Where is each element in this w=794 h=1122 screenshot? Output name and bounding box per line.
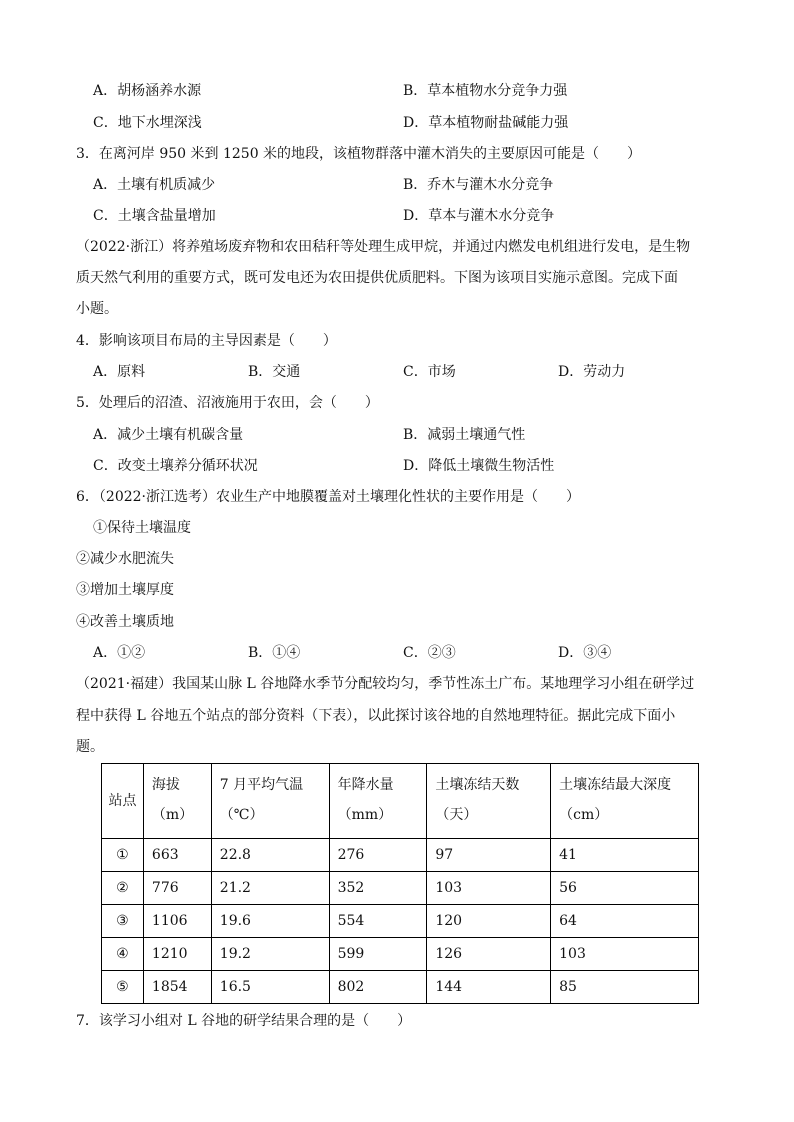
- table-cell-precipitation: 599: [329, 938, 427, 971]
- table-row: [102, 872, 699, 905]
- header-frozen-days: [427, 764, 551, 839]
- table-cell-precipitation: 276: [329, 839, 427, 872]
- q3-option-c: C．土壤含盐量增加: [93, 208, 216, 224]
- header-frozen-depth-label: 土壤冻结最大深度: [559, 777, 672, 793]
- table-cell-frozen-depth: 85: [551, 971, 699, 1004]
- table-cell-frozen-days: 126: [427, 938, 551, 971]
- header-july-temp-unit: （℃）: [219, 807, 264, 823]
- q4-option-b: B．交通: [248, 364, 301, 380]
- q3-stem: 3．在离河岸 950 米到 1250 米的地段，该植物群落中灌木消失的主要原因可能是（ ）: [76, 146, 642, 162]
- q6-item-2: ②减少水肥流失: [76, 551, 174, 567]
- passage-2021-fj-line2: 程中获得 L 谷地五个站点的部分资料（下表），以此探讨该谷地的自然地理特征。据此完成下面小: [76, 708, 676, 724]
- header-station-label: 站点: [108, 793, 137, 809]
- table-cell-frozen-days: 120: [427, 905, 551, 938]
- table-cell-altitude: 1106: [143, 905, 211, 938]
- q2-option-d: D．草本植物耐盐碱能力强: [403, 115, 569, 131]
- q6-option-d: D．③④: [558, 645, 612, 661]
- table-cell-station: ①: [102, 839, 144, 872]
- q6-item-4: ④改善土壤质地: [76, 614, 174, 630]
- table-row: [102, 971, 699, 1004]
- q3-option-d: D．草本与灌木水分竞争: [403, 208, 555, 224]
- table-cell-precipitation: 802: [329, 971, 427, 1004]
- table-cell-july-temp: 19.2: [211, 938, 329, 971]
- header-frozen-depth: [551, 764, 699, 839]
- q3-option-a: A．土壤有机质减少: [93, 177, 216, 193]
- passage-2021-fj-line1: （2021·福建）我国某山脉 L 谷地降水季节分配较均匀，季节性冻土广布。某地理学习小组在研学过: [76, 676, 695, 692]
- q4-option-a: A．原料: [93, 364, 146, 380]
- passage-2022-zj-line1: （2022·浙江）将养殖场废弃物和农田秸秆等处理生成甲烷，并通过内燃发电机组进行发电，是生物: [76, 239, 691, 255]
- q5-option-b: B．减弱土壤通气性: [403, 427, 526, 443]
- table-cell-station: ③: [102, 905, 144, 938]
- header-altitude-label: 海拔: [151, 777, 180, 793]
- q4-option-d: D．劳动力: [558, 364, 626, 380]
- passage-2022-zj-line3: 小题。: [76, 301, 118, 317]
- table-cell-july-temp: 16.5: [211, 971, 329, 1004]
- q6-option-a: A．①②: [93, 645, 146, 661]
- q6-option-b: B．①④: [248, 645, 301, 661]
- table-row: [102, 938, 699, 971]
- header-frozen-depth-unit: （cm）: [559, 807, 609, 823]
- header-july-temp: [211, 764, 329, 839]
- table-cell-frozen-days: 97: [427, 839, 551, 872]
- header-altitude-unit: （m）: [151, 807, 194, 823]
- header-frozen-days-unit: （天）: [435, 807, 478, 823]
- header-station: [102, 764, 144, 839]
- table-cell-frozen-depth: 41: [551, 839, 699, 872]
- q4-option-c: C．市场: [403, 364, 456, 380]
- q2-option-a: A．胡杨涵养水源: [93, 83, 202, 99]
- table-header-row: [102, 764, 699, 839]
- table-cell-precipitation: 352: [329, 872, 427, 905]
- q5-option-c: C．改变土壤养分循环状况: [93, 458, 258, 474]
- q6-option-c: C．②③: [403, 645, 456, 661]
- table-cell-frozen-depth: 103: [551, 938, 699, 971]
- q6-item-1: ①保待土壤温度: [93, 520, 191, 536]
- table-cell-july-temp: 21.2: [211, 872, 329, 905]
- table-cell-frozen-depth: 56: [551, 872, 699, 905]
- header-altitude: [143, 764, 211, 839]
- passage-2022-zj-line2: 质天然气利用的重要方式，既可发电还为农田提供优质肥料。下图为该项目实施示意图。完成下面: [76, 270, 678, 286]
- header-precipitation: [329, 764, 427, 839]
- table-cell-station: ②: [102, 872, 144, 905]
- q5-stem: 5．处理后的沼渣、沼液施用于农田，会（ ）: [76, 395, 379, 411]
- table-cell-precipitation: 554: [329, 905, 427, 938]
- table-cell-station: ④: [102, 938, 144, 971]
- table-cell-altitude: 776: [143, 872, 211, 905]
- header-july-temp-label: 7 月平均气温: [219, 777, 304, 793]
- table-cell-altitude: 1210: [143, 938, 211, 971]
- table-cell-july-temp: 19.6: [211, 905, 329, 938]
- q2-option-b: B．草本植物水分竞争力强: [403, 83, 568, 99]
- station-data-table: [101, 763, 699, 1004]
- header-precipitation-unit: （mm）: [337, 807, 393, 823]
- table-cell-frozen-days: 144: [427, 971, 551, 1004]
- header-precipitation-label: 年降水量: [337, 777, 394, 793]
- table-cell-altitude: 663: [143, 839, 211, 872]
- q6-stem: 6．（2022·浙江选考）农业生产中地膜覆盖对土壤理化性状的主要作用是（ ）: [76, 489, 580, 505]
- q3-option-b: B．乔木与灌木水分竞争: [403, 177, 554, 193]
- header-frozen-days-label: 土壤冻结天数: [435, 777, 520, 793]
- table-cell-station: ⑤: [102, 971, 144, 1004]
- q7-stem: 7．该学习小组对 L 谷地的研学结果合理的是（ ）: [76, 1013, 412, 1029]
- table-cell-july-temp: 22.8: [211, 839, 329, 872]
- passage-2021-fj-line3: 题。: [76, 739, 104, 755]
- q5-option-d: D．降低土壤微生物活性: [403, 458, 555, 474]
- table-cell-frozen-days: 103: [427, 872, 551, 905]
- table-cell-altitude: 1854: [143, 971, 211, 1004]
- q5-option-a: A．减少土壤有机碳含量: [93, 427, 244, 443]
- table-row: [102, 839, 699, 872]
- q4-stem: 4．影响该项目布局的主导因素是（ ）: [76, 333, 337, 349]
- q6-item-3: ③增加土壤厚度: [76, 582, 174, 598]
- q2-option-c: C．地下水埋深浅: [93, 115, 202, 131]
- table-cell-frozen-depth: 64: [551, 905, 699, 938]
- table-row: [102, 905, 699, 938]
